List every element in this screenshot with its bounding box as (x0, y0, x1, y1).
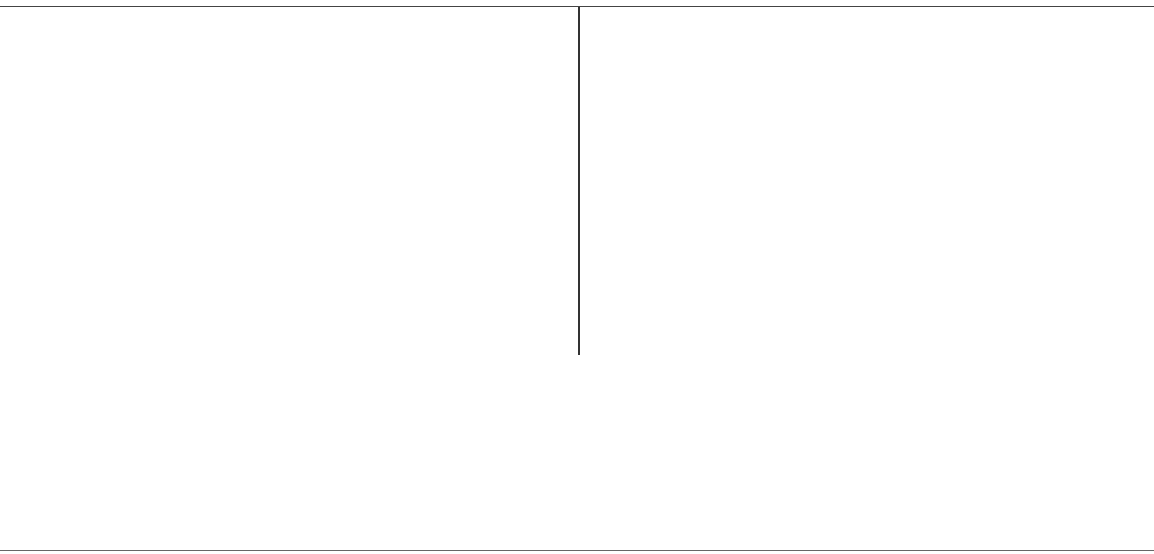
gene-site (625, 140, 965, 166)
gene-site (625, 166, 965, 192)
row-number (6, 247, 48, 273)
results-column-right (580, 7, 1154, 327)
header-no (6, 7, 48, 33)
header-gene-site (53, 7, 383, 33)
table-body-left (0, 33, 578, 353)
gene-site (625, 86, 965, 112)
row-number (6, 193, 48, 219)
header-gene-site (625, 7, 965, 33)
header-no (580, 7, 620, 33)
detection-result (970, 140, 1140, 166)
detection-result (396, 33, 566, 59)
table-header-left (0, 7, 578, 33)
gene-site (625, 113, 965, 139)
detection-result (970, 86, 1140, 112)
gene-site (53, 327, 383, 353)
gene-site (53, 273, 383, 299)
detection-result (396, 273, 566, 299)
row-number (580, 113, 620, 139)
detection-result (970, 33, 1140, 59)
row-number (6, 300, 48, 326)
row-number (580, 273, 620, 299)
table-row (0, 60, 578, 87)
bottom-rule (0, 550, 1154, 551)
gene-site (625, 273, 965, 299)
detection-result (970, 273, 1140, 299)
detection-result (970, 247, 1140, 273)
row-number (6, 60, 48, 86)
row-number (6, 140, 48, 166)
row-number (6, 166, 48, 192)
table-row (580, 193, 1154, 220)
table-row (580, 33, 1154, 60)
results-table (0, 6, 1154, 357)
header-result (970, 7, 1140, 33)
row-number (6, 33, 48, 59)
table-row (0, 247, 578, 274)
detection-result (970, 113, 1140, 139)
gene-site (625, 60, 965, 86)
gene-site (625, 193, 965, 219)
header-result (396, 7, 566, 33)
detection-result (396, 300, 566, 326)
gene-site (53, 193, 383, 219)
row-number (6, 273, 48, 299)
row-number (6, 327, 48, 353)
table-row (0, 327, 578, 354)
gene-site (53, 140, 383, 166)
detection-result (396, 220, 566, 246)
row-number (6, 113, 48, 139)
gene-site (625, 247, 965, 273)
row-number (580, 247, 620, 273)
table-row (580, 247, 1154, 274)
row-number (580, 86, 620, 112)
table-row (580, 60, 1154, 87)
row-number (580, 193, 620, 219)
table-row (0, 113, 578, 140)
table-row (0, 273, 578, 300)
gene-site (53, 33, 383, 59)
row-number (580, 220, 620, 246)
row-number (580, 33, 620, 59)
detection-result (970, 220, 1140, 246)
notes-paragraph (8, 406, 1150, 546)
table-row (580, 86, 1154, 113)
table-row (0, 140, 578, 167)
results-column-left (0, 7, 578, 353)
table-row (580, 300, 1154, 327)
detection-result (970, 193, 1140, 219)
row-number (6, 86, 48, 112)
table-row (0, 220, 578, 247)
detection-result (396, 193, 566, 219)
detection-result (396, 86, 566, 112)
gene-site (53, 220, 383, 246)
table-row (0, 300, 578, 327)
table-row (0, 166, 578, 193)
row-number (580, 140, 620, 166)
table-row (580, 113, 1154, 140)
row-number (580, 300, 620, 326)
row-number (6, 220, 48, 246)
gene-site (53, 86, 383, 112)
table-body-right (580, 33, 1154, 327)
detection-result (396, 60, 566, 86)
gene-site (53, 166, 383, 192)
table-row (580, 273, 1154, 300)
gene-site (53, 60, 383, 86)
gene-site (625, 33, 965, 59)
detection-result (396, 327, 566, 353)
detection-result (970, 166, 1140, 192)
detection-result (396, 166, 566, 192)
gene-site (625, 220, 965, 246)
detection-result (396, 140, 566, 166)
row-number (580, 60, 620, 86)
gene-site (53, 300, 383, 326)
detection-result (970, 300, 1140, 326)
tip-line (8, 375, 1148, 399)
table-header-right (580, 7, 1154, 33)
table-row (580, 140, 1154, 167)
gene-site (53, 247, 383, 273)
table-row (0, 86, 578, 113)
detection-result (970, 60, 1140, 86)
detection-result (396, 113, 566, 139)
detection-result (396, 247, 566, 273)
table-row (580, 166, 1154, 193)
gene-site (53, 113, 383, 139)
table-row (580, 220, 1154, 247)
gene-site (625, 300, 965, 326)
table-row (0, 193, 578, 220)
table-row (0, 33, 578, 60)
row-number (580, 166, 620, 192)
